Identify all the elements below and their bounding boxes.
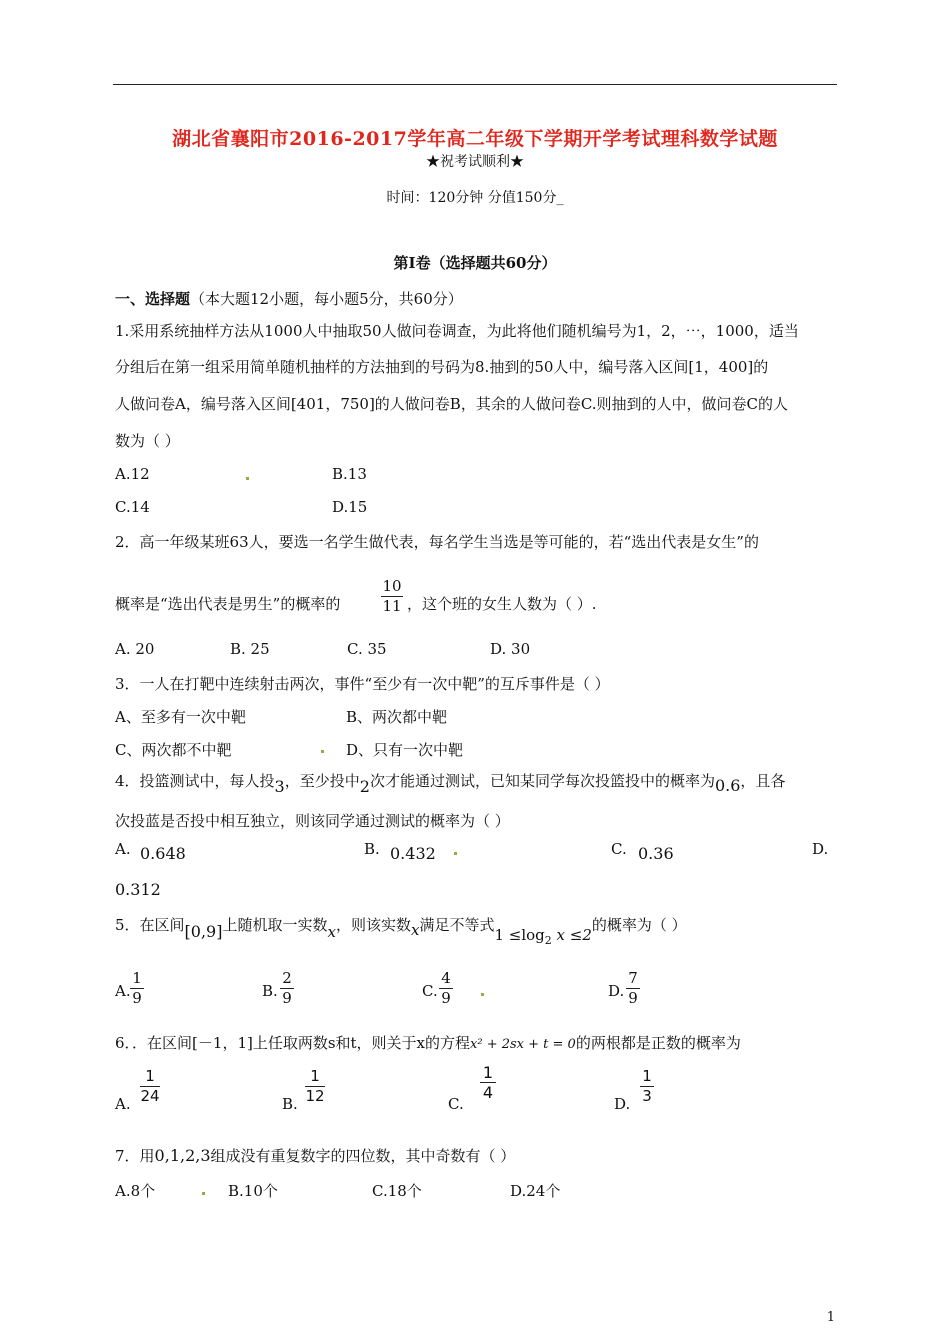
q5-text-b: 上随机取一实数 (222, 916, 328, 934)
q6-a-num: 1 (145, 1067, 155, 1085)
header-rule (113, 84, 837, 85)
q6-label-a: A. (115, 1095, 131, 1113)
q6-c-den: 4 (482, 1083, 494, 1102)
q2-line-2a: 概率是“选出代表是男生”的概率的 (115, 595, 341, 613)
q5-text-c: ，则该实数 (335, 916, 411, 934)
q5-b-den: 9 (282, 989, 292, 1007)
q5-text-a: 5．在区间 (115, 916, 185, 934)
q5-ineq-b: x ≤2 (551, 926, 592, 944)
q6-a-den: 24 (140, 1087, 160, 1105)
q3-line-1: 3．一人在打靶中连续射击两次，事件“至少有一次中靶”的互斥事件是（ ） (115, 675, 610, 693)
q3-option-a: A、至多有一次中靶 (115, 708, 246, 726)
q3-option-d: D、只有一次中靶 (346, 741, 464, 759)
q5-option-c (439, 970, 453, 1007)
q3-option-c: C、两次都不中靶 (115, 741, 232, 759)
q4-text-b: ，至少投中 (284, 772, 360, 790)
q4-text-d: ，且各 (740, 772, 786, 790)
q1-option-b: B.13 (332, 465, 367, 483)
exam-wish: ★祝考试顺利★ (426, 154, 524, 170)
q5-c-num: 4 (441, 969, 451, 987)
q3-option-b: B、两次都中靶 (346, 708, 448, 726)
q1-line-4: 数为（ ） (115, 432, 180, 450)
q7-line-1 (115, 1145, 515, 1166)
speck-mark (202, 1192, 205, 1195)
exam-title: 湖北省襄阳市2016-2017学年高二年级下学期开学考试理科数学试题 (172, 128, 778, 150)
q5-var-x1: x (327, 923, 336, 941)
part-title-bold: 一、选择题 (115, 290, 191, 308)
q5-label-c: C. (422, 982, 438, 1000)
q5-option-b (280, 970, 294, 1007)
q6-line-1 (115, 1032, 741, 1053)
q7-option-a: A.8个 (115, 1182, 156, 1200)
speck-mark (454, 852, 457, 855)
q4-num-2: 2 (359, 777, 370, 796)
q5-b-num: 2 (282, 969, 292, 987)
speck-mark (321, 750, 324, 753)
q6-equation: x² + 2sx + t = 0 (470, 1037, 576, 1052)
q2-option-d: D. 30 (490, 640, 531, 658)
q6-option-a (140, 1068, 160, 1105)
q2-frac-num: 10 (382, 577, 402, 595)
q5-ineq-a: 1 ≤log (494, 926, 545, 944)
q7-text-b: 组成没有重复数字的四位数，其中奇数有（ ） (210, 1147, 516, 1165)
q6-option-d (640, 1068, 654, 1105)
speck-mark (481, 993, 484, 996)
q6-d-den: 3 (642, 1087, 652, 1105)
q5-interval: [0,9] (184, 922, 223, 941)
q1-line-3: 人做问卷A，编号落入区间[401，750]的人做问卷B，其余的人做问卷C.则抽到的人中，做问卷C的人 (115, 395, 789, 413)
q2-option-a: A. 20 (115, 640, 155, 658)
q4-prob: 0.6 (714, 776, 741, 795)
q5-inequality (494, 926, 592, 947)
q4-label-d: D. (812, 840, 829, 858)
q5-c-den: 9 (441, 989, 451, 1007)
q7-option-c: C.18个 (372, 1182, 422, 1200)
q4-line-2: 次投蓝是否投中相互独立，则该同学通过测试的概率为（ ） (115, 812, 510, 830)
q5-d-den: 9 (628, 989, 638, 1007)
q7-option-b: B.10个 (228, 1182, 278, 1200)
q4-option-a: 0.648 (140, 844, 186, 863)
q5-label-d: D. (608, 982, 625, 1000)
q2-option-c: C. 35 (347, 640, 387, 658)
q5-d-num: 7 (628, 969, 638, 987)
q6-c-num: 1 (482, 1063, 494, 1082)
q6-text-a: 6．．在区间[－1，1]上任取两数s和t，则关于x的方程 (115, 1034, 471, 1052)
q5-label-a: A. (115, 982, 131, 1000)
q1-line-1: 1.采用系统抽样方法从1000人中抽取50人做问卷调查，为此将他们随机编号为1，2，⋯，1000，适当 (115, 322, 799, 340)
q1-option-c: C.14 (115, 498, 150, 516)
q4-text-c: 次才能通过测试，已知某同学每次投篮投中的概率为 (369, 772, 715, 790)
q5-text-d: 满足不等式 (419, 916, 495, 934)
part-title (115, 288, 463, 309)
q5-var-x2: x (410, 921, 420, 939)
page-number: 1 (826, 1310, 835, 1325)
q7-option-d: D.24个 (510, 1182, 561, 1200)
q4-num-3: 3 (274, 777, 285, 796)
q2-line-1: 2．高一年级某班63人，要选一名学生做代表，每名学生当选是等可能的，若“选出代表是女生”的 (115, 533, 759, 551)
q4-line-1 (115, 770, 786, 796)
q7-text-a: 7．用 (115, 1147, 155, 1165)
speck-mark (246, 477, 249, 480)
q4-option-b: 0.432 (390, 844, 436, 863)
section-title: 第Ⅰ卷（选择题共60分） (393, 254, 557, 272)
q6-option-c (480, 1064, 496, 1101)
q6-d-num: 1 (642, 1067, 652, 1085)
q4-option-c: 0.36 (638, 844, 674, 863)
q6-label-d: D. (614, 1095, 631, 1113)
q5-label-b: B. (262, 982, 278, 1000)
q4-label-a: A. (115, 840, 131, 858)
q5-a-den: 9 (132, 989, 142, 1007)
q4-option-d: 0.312 (115, 880, 161, 899)
q5-option-a (130, 970, 144, 1007)
q5-line-1 (115, 914, 687, 947)
q6-text-b: 的两根都是正数的概率为 (575, 1034, 741, 1052)
q1-option-a: A.12 (115, 465, 150, 483)
q1-line-2: 分组后在第一组采用简单随机抽样的方法抽到的号码为8.抽到的50人中，编号落入区间[1，400]的 (115, 358, 769, 376)
q4-label-b: B. (364, 840, 380, 858)
part-title-rest: （本大题12小题，每小题5分，共60分） (190, 290, 463, 308)
q2-option-b: B. 25 (230, 640, 270, 658)
q2-frac-den: 11 (382, 597, 402, 615)
q5-a-num: 1 (132, 969, 142, 987)
q2-line-2b: ，这个班的女生人数为（ ）. (407, 595, 597, 613)
q4-text-a: 4．投篮测试中，每人投 (115, 772, 275, 790)
q2-fraction (381, 578, 403, 615)
q4-label-c: C. (611, 840, 627, 858)
q1-option-d: D.15 (332, 498, 368, 516)
q5-ineq-sub: 2 (544, 934, 552, 947)
q7-digits: 0,1,2,3 (154, 1146, 211, 1165)
q5-text-e: 的概率为（ ） (591, 916, 687, 934)
q6-b-num: 1 (310, 1067, 320, 1085)
q6-option-b (305, 1068, 325, 1105)
q6-b-den: 12 (305, 1087, 325, 1105)
q6-label-b: B. (282, 1095, 298, 1113)
q5-option-d (626, 970, 640, 1007)
q6-label-c: C. (448, 1095, 464, 1113)
exam-time-info: 时间：120分钟 分值150分_ (386, 190, 564, 206)
